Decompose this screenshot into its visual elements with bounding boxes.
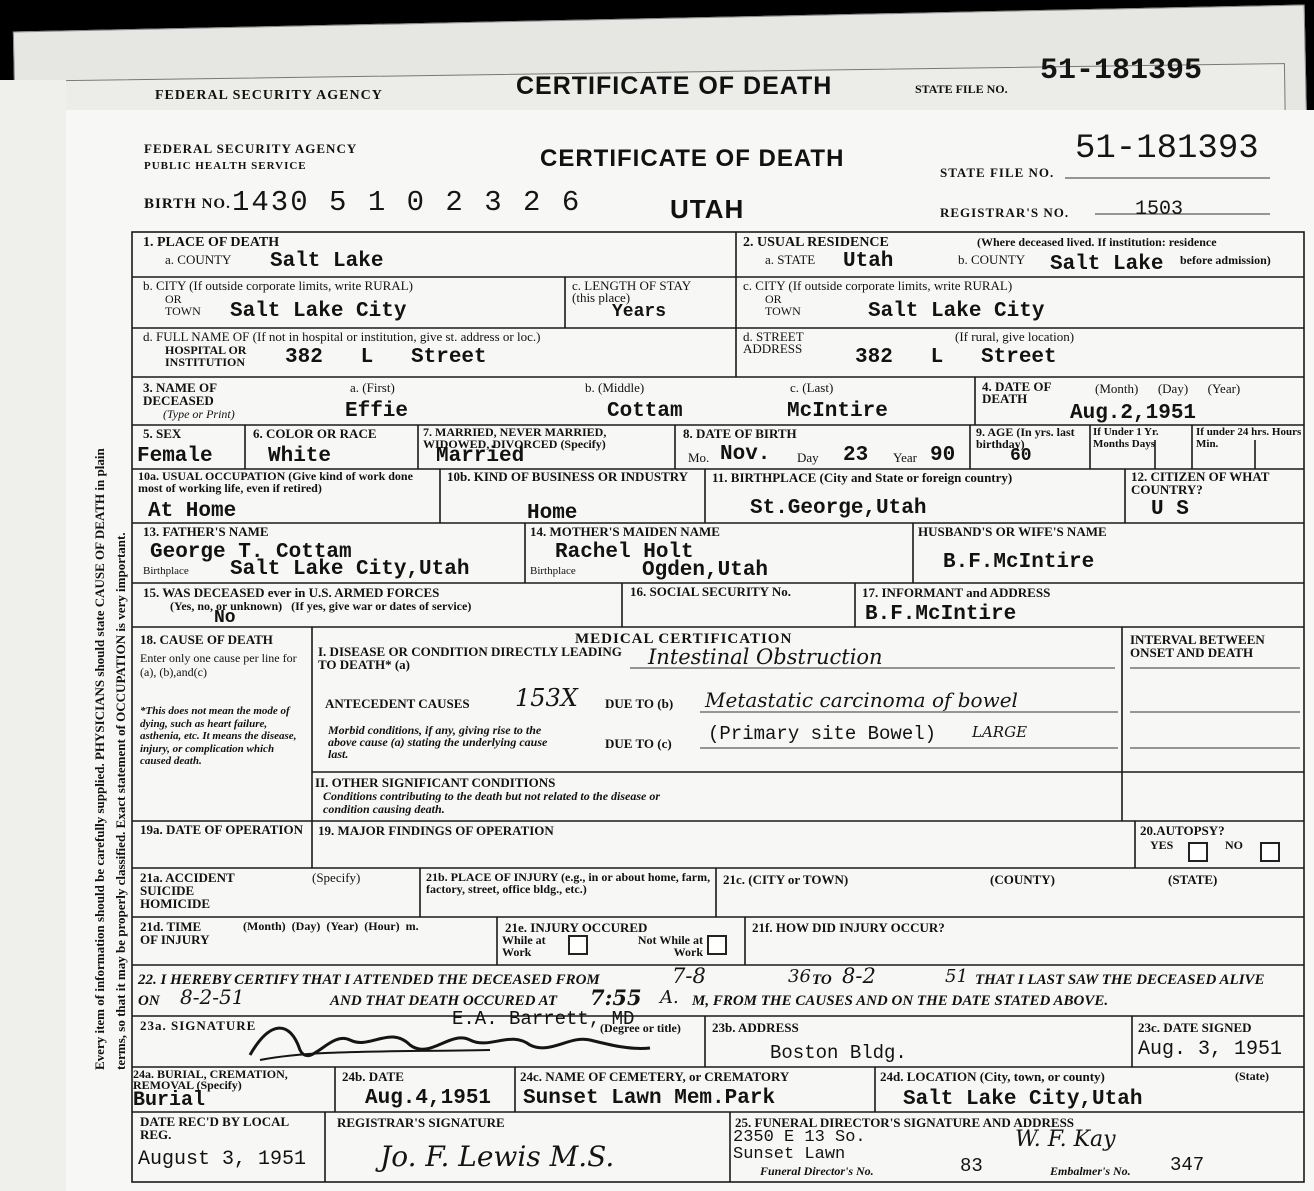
state-file-no: 51-181393 <box>1075 130 1259 168</box>
funeral-director-no-label: Funeral Director's No. <box>760 1164 874 1178</box>
cause-c: (Primary site Bowel) <box>708 723 937 745</box>
last-label: c. (Last) <box>790 380 834 395</box>
dob-year: 90 <box>930 444 956 467</box>
funeral-director-no: 83 <box>960 1155 983 1177</box>
address-label: 23b. ADDRESS <box>712 1020 799 1035</box>
accident-label: 21a. ACCIDENT SUICIDE HOMICIDE <box>140 870 235 911</box>
marital: Married <box>436 445 525 468</box>
certify-on-label: ON <box>138 993 160 1009</box>
informant-label: 17. INFORMANT and ADDRESS <box>862 585 1051 600</box>
res-county: Salt Lake <box>1050 253 1164 276</box>
cause-of-death-label: 18. CAUSE OF DEATH <box>140 632 273 647</box>
signature-label: 23a. SIGNATURE <box>140 1018 257 1033</box>
res-county-label: b. COUNTY <box>958 252 1026 267</box>
pod-city: Salt Lake City <box>230 300 407 323</box>
informant: B.F.McIntire <box>865 603 1017 626</box>
spouse-name: B.F.McIntire <box>943 551 1095 574</box>
occupation: At Home <box>148 500 237 523</box>
operation-findings-label: 19. MAJOR FINDINGS OF OPERATION <box>318 823 554 838</box>
social-security-label: 16. SOCIAL SECURITY No. <box>630 584 791 599</box>
age-label: 9. AGE (In yrs. last birthday) <box>976 425 1075 451</box>
burial-label: 24a. BURIAL, CREMATION, REMOVAL (Specify) <box>133 1067 288 1092</box>
deceased-label: 3. NAME OF DECEASED <box>143 380 217 408</box>
business: Home <box>527 502 578 525</box>
father-birthplace-label: Birthplace <box>143 565 189 577</box>
back-title: CERTIFICATE OF DEATH <box>516 72 833 100</box>
pod-hospital-label: d. FULL NAME OF (If not in hospital or institution, give st. address or loc.) <box>143 329 541 344</box>
autopsy-label: 20.AUTOPSY? <box>1140 823 1225 838</box>
first-label: a. (First) <box>350 380 395 395</box>
date-of-death-label: 4. DATE OF DEATH <box>982 379 1051 406</box>
certify-on: 8-2-51 <box>180 985 245 1009</box>
certify-ampm: A. <box>660 987 679 1008</box>
business-label: 10b. KIND OF BUSINESS OR INDUSTRY <box>447 469 689 484</box>
cause-b: Metastatic carcinoma of bowel <box>705 688 1018 712</box>
morbid-note: Morbid conditions, if any, giving rise to the above cause (a) stating the underlying cause last. <box>328 723 548 761</box>
mother-name: Rachel Holt <box>555 541 694 564</box>
race-label: 6. COLOR OR RACE <box>253 426 377 441</box>
registrar-label: REGISTRAR'S NO. <box>940 205 1070 220</box>
middle-label: b. (Middle) <box>585 380 645 395</box>
residence-note: (Where deceased lived. If institution: residence <box>977 235 1217 249</box>
autopsy-yes-label: YES <box>1150 838 1174 852</box>
res-state: Utah <box>843 250 894 273</box>
funeral-director-label: 25. FUNERAL DIRECTOR'S SIGNATURE AND ADDRESS <box>735 1115 1075 1130</box>
pod-stay: Years <box>612 302 667 322</box>
doctor-address: Boston Bldg. <box>770 1042 907 1064</box>
embalmer-no: 347 <box>1170 1154 1205 1176</box>
mother-label: 14. MOTHER'S MAIDEN NAME <box>530 524 720 539</box>
mother-birthplace-label: Birthplace <box>530 565 576 577</box>
sex: Female <box>137 445 213 468</box>
injury-city-label: 21c. (CITY or TOWN) <box>723 872 849 887</box>
cause-a: Intestinal Obstruction <box>648 645 883 669</box>
first-name: Effie <box>345 400 409 423</box>
armed-forces: No <box>214 608 236 628</box>
cemetery-label: 24c. NAME OF CEMETERY, or CREMATORY <box>520 1069 790 1084</box>
received-date: August 3, 1951 <box>138 1148 307 1171</box>
certify-text-3: AND THAT DEATH OCCURED AT <box>330 993 557 1009</box>
deceased-label-sub: (Type or Print) <box>163 407 235 421</box>
other-conditions-label: II. OTHER SIGNIFICANT CONDITIONS <box>315 775 556 790</box>
antecedent-label: ANTECEDENT CAUSES <box>325 696 470 711</box>
armed-sub: (Yes, no, or unknown) (If yes, give war or dates of service) <box>170 599 472 613</box>
birthplace: St.George,Utah <box>750 497 927 520</box>
burial-date-label: 24b. DATE <box>342 1069 404 1084</box>
birth-no-value: 1430 5 1 0 2 3 2 6 <box>232 186 582 219</box>
certify-time: 7:55 <box>590 985 642 1010</box>
autopsy-yes-checkbox[interactable] <box>1188 842 1208 862</box>
mother-birthplace: Ogden,Utah <box>642 559 769 582</box>
medical-heading: MEDICAL CERTIFICATION <box>575 631 793 647</box>
line-i-label: I. DISEASE OR CONDITION DIRECTLY LEADING TO DEATH* (a) <box>318 644 622 672</box>
certify-year-1: 36 <box>788 966 811 987</box>
date-signed-label: 23c. DATE SIGNED <box>1138 1020 1252 1035</box>
certify-year-2: 51 <box>945 966 968 987</box>
pod-or-town: OR TOWN <box>165 292 201 318</box>
header-agency: FEDERAL SECURITY AGENCY <box>144 141 358 156</box>
pod-county-label: a. COUNTY <box>165 252 232 267</box>
father-name: George T. Cottam <box>150 541 352 564</box>
res-or-town: OR TOWN <box>765 292 801 318</box>
cause-side-note: *This does not mean the mode of dying, such as heart failure, asthenia, etc. It means the disease, injury, or complication which caused death. <box>140 705 297 767</box>
pod-stay-label: c. LENGTH OF STAY (this place) <box>572 278 691 305</box>
interval-label: INTERVAL BETWEEN ONSET AND DEATH <box>1130 632 1265 660</box>
under-24-label: If under 24 hrs. Hours Min. <box>1196 426 1302 450</box>
father-birthplace: Salt Lake City,Utah <box>230 558 470 581</box>
page-title: CERTIFICATE OF DEATH <box>540 145 845 172</box>
dob-year-label: Year <box>893 450 917 465</box>
res-city-label: c. CITY (If outside corporate limits, write RURAL) <box>743 278 1013 293</box>
while-at-work-checkbox[interactable] <box>568 935 588 955</box>
certify-from: 7-8 <box>672 964 706 988</box>
birthplace-label: 11. BIRTHPLACE (City and State or foreign country) <box>712 470 1013 485</box>
cause-c-hand: LARGE <box>972 723 1028 741</box>
dob-label: 8. DATE OF BIRTH <box>683 426 797 441</box>
back-state-file-label: STATE FILE NO. <box>915 82 1008 96</box>
pod-hospital-sub: HOSPITAL OR INSTITUTION <box>165 343 247 369</box>
operation-date-label: 19a. DATE OF OPERATION <box>140 822 303 837</box>
res-street: 382 L Street <box>855 346 1057 369</box>
residence-note2: before admission) <box>1180 253 1271 267</box>
injury-time-cols: (Month) (Day) (Year) (Hour) m. <box>243 919 419 933</box>
father-label: 13. FATHER'S NAME <box>143 524 269 539</box>
date-of-death: Aug.2,1951 <box>1070 402 1197 425</box>
side-instructions-line2: terms, so that it may be properly classified. Exact statement of OCCUPATION is very important. <box>113 532 128 1070</box>
under-1-label: If Under 1 Yr. Months Days <box>1093 426 1159 450</box>
place-of-death-label: 1. PLACE OF DEATH <box>143 235 280 250</box>
injury-time-label: 21d. TIME OF INJURY <box>140 919 210 947</box>
residence-label: 2. USUAL RESIDENCE <box>743 235 889 250</box>
certify-to: 8-2 <box>842 964 876 988</box>
funeral-director-firm: Sunset Lawn <box>733 1145 846 1164</box>
autopsy-no-checkbox[interactable] <box>1260 842 1280 862</box>
doctor-name: E.A. Barrett, MD <box>452 1008 635 1030</box>
dob-day-label: Day <box>797 450 819 465</box>
date-of-death-cols: (Month) (Day) (Year) <box>1095 381 1241 396</box>
certify-text-4: M, FROM THE CAUSES AND ON THE DATE STATED ABOVE. <box>692 993 1109 1009</box>
citizen: U S <box>1151 498 1189 521</box>
pod-city-label: b. CITY (If outside corporate limits, write RURAL) <box>143 278 413 293</box>
back-state-file-no: 51-181395 <box>1040 54 1203 88</box>
date-signed: Aug. 3, 1951 <box>1138 1038 1283 1061</box>
location-label: 24d. LOCATION (City, town, or county) <box>880 1069 1105 1084</box>
cause-note: Enter only one cause per line for (a), (b),and(c) <box>140 651 297 679</box>
cemetery: Sunset Lawn Mem.Park <box>523 1087 776 1110</box>
dob-month: Nov. <box>720 443 771 466</box>
race: White <box>268 445 332 468</box>
marital-label: 7. MARRIED, NEVER MARRIED, WIDOWED, DIVORCED (Specify) <box>423 425 607 451</box>
armed-label: 15. WAS DECEASED ever in U.S. ARMED FORCES <box>143 585 440 600</box>
registrar-signature-label: REGISTRAR'S SIGNATURE <box>337 1115 505 1130</box>
injury-state-label: (STATE) <box>1168 872 1218 887</box>
pod-hospital: 382 L Street <box>285 346 487 369</box>
back-agency: FEDERAL SECURITY AGENCY <box>155 88 383 103</box>
sex-label: 5. SEX <box>143 426 182 441</box>
embalmer-no-label: Embalmer's No. <box>1050 1164 1131 1178</box>
certify-text-2: THAT I LAST SAW THE DECEASED ALIVE <box>975 972 1265 988</box>
registrar-signature: Jo. F. Lewis M.S. <box>380 1140 615 1173</box>
injury-county-label: (COUNTY) <box>990 872 1055 887</box>
certify-text-1: 22. I HEREBY CERTIFY THAT I ATTENDED THE DECEASED FROM <box>138 972 600 988</box>
antecedent-code: 153X <box>515 684 578 712</box>
funeral-director-signature: W. F. Kay <box>1015 1127 1116 1152</box>
res-state-label: a. STATE <box>765 252 816 267</box>
burial-date: Aug.4,1951 <box>365 1087 492 1110</box>
other-conditions-note: Conditions contributing to the death but not related to the disease or condition causing death. <box>323 789 661 816</box>
received-label: DATE REC'D BY LOCAL REG. <box>140 1114 289 1142</box>
while-at-work-label: While at Work <box>502 933 546 959</box>
burial-location: Salt Lake City,Utah <box>903 1088 1143 1111</box>
place-of-injury-label: 21b. PLACE OF INJURY (e.g., in or about home, farm, factory, street, office bldg., etc.) <box>426 870 711 896</box>
res-street-note: (If rural, give location) <box>955 329 1075 344</box>
injury-occurred-label: 21e. INJURY OCCURED <box>505 920 648 935</box>
how-injury-label: 21f. HOW DID INJURY OCCUR? <box>752 920 945 935</box>
pod-county: Salt Lake <box>270 250 384 273</box>
certify-to-label: TO <box>812 972 832 988</box>
header-service: PUBLIC HEALTH SERVICE <box>144 160 307 172</box>
age: 60 <box>1010 446 1032 466</box>
side-instructions-line1: Every item of information should be carefully supplied. PHYSICIANS should state CAUSE OF DEATH in plain <box>92 448 107 1070</box>
occupation-label: 10a. USUAL OCCUPATION (Give kind of work done most of working life, even if retired) <box>138 469 413 495</box>
dob-month-label: Mo. <box>688 450 710 465</box>
citizen-label: 12. CITIZEN OF WHAT COUNTRY? <box>1131 469 1270 497</box>
state-file-label: STATE FILE NO. <box>940 165 1055 180</box>
autopsy-no-label: NO <box>1225 838 1243 852</box>
registrar-no: 1503 <box>1135 198 1184 221</box>
funeral-director-address: 2350 E 13 So. <box>733 1128 866 1147</box>
res-city: Salt Lake City <box>868 300 1045 323</box>
birth-no-label: BIRTH NO. <box>144 196 231 212</box>
not-while-at-work-checkbox[interactable] <box>707 935 727 955</box>
due-to-c-label: DUE TO (c) <box>605 736 672 751</box>
dob-day: 23 <box>843 444 869 467</box>
location-state-label: (State) <box>1235 1069 1269 1083</box>
due-to-b-label: DUE TO (b) <box>605 696 674 711</box>
spouse-label: HUSBAND'S OR WIFE'S NAME <box>918 524 1107 539</box>
not-while-at-work-label: Not While at Work <box>637 933 703 959</box>
middle-name: Cottam <box>607 400 683 423</box>
accident-specify: (Specify) <box>312 870 361 885</box>
birth-state: UTAH <box>670 194 745 224</box>
doctor-title-label: (Degree or title) <box>600 1021 681 1035</box>
last-name: McIntire <box>787 400 888 423</box>
burial-method: Burial <box>133 1089 206 1112</box>
res-street-label: d. STREET ADDRESS <box>743 329 804 356</box>
